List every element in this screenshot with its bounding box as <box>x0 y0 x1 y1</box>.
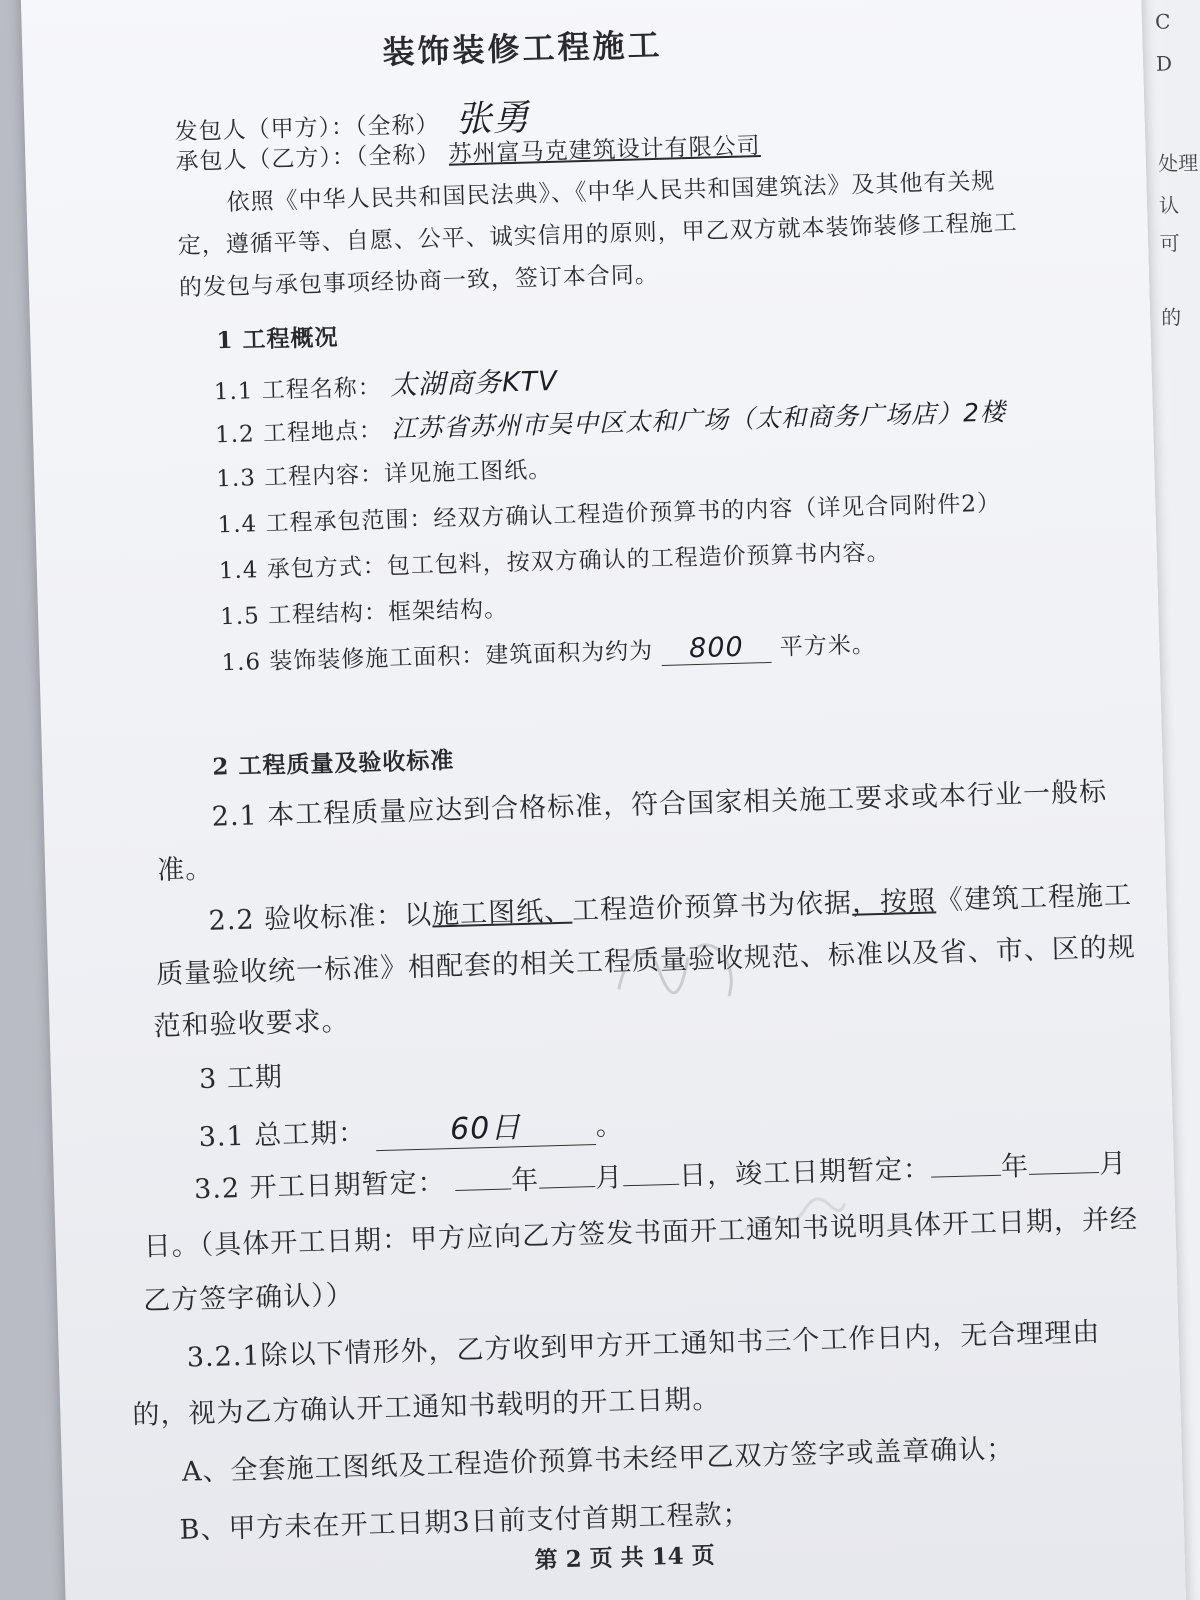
blank-field <box>455 1160 512 1191</box>
clause-3-2-cont: 乙方签字确认）） <box>142 1279 355 1317</box>
underlined-text: 施工图纸、 <box>431 895 573 931</box>
clause-label: 3.1 总工期： <box>198 1117 367 1154</box>
year-label: 年 <box>510 1164 540 1197</box>
item-label: 1.1 工程名称： <box>213 374 383 406</box>
item-1-6 <box>221 626 876 678</box>
item-label: 1.6 装饰装修施工面积： <box>221 642 486 677</box>
back-page-char: 处理 <box>1157 150 1199 176</box>
month-label: 月 <box>594 1162 624 1195</box>
clause-2-2-cont: 质量验收统一标准》相配套的相关工程质量验收规范、标准以及省、市、区的规 <box>155 931 1137 991</box>
back-page-char: C <box>1154 9 1171 34</box>
area-unit: 平方米。 <box>779 632 877 661</box>
document-title: 装饰装修工程施工 <box>381 25 663 72</box>
back-page-char: 的 <box>1161 305 1182 330</box>
condition-b: B、甲方未在开工日期3日前支付首期工程款； <box>179 1498 751 1546</box>
blank-field <box>930 1147 1001 1178</box>
back-page-char: 认 <box>1158 193 1180 218</box>
item-1-4b <box>218 534 891 586</box>
intro-line: 的发包与承包事项经协商一致，签订本合同。 <box>178 261 660 302</box>
item-value: 经双方确认工程造价预算书的内容（详见合同附件2） <box>433 490 1002 533</box>
clause-text: 工程造价预算书为依据 <box>571 887 853 927</box>
clause-3-2-1-cont: 的，视为乙方确认开工通知书载明的开工日期。 <box>132 1383 721 1432</box>
back-page-char: D <box>1155 51 1173 76</box>
item-1-1 <box>213 359 558 408</box>
item-label: 1.4 承包方式： <box>218 553 388 585</box>
back-page-char: 可 <box>1159 231 1180 256</box>
handwritten-project-location: 江苏省苏州市吴中区太和广场（太和商务广场店）2楼 <box>390 397 1007 444</box>
item-1-3 <box>216 451 553 493</box>
handwritten-project-name: 太湖商务KTV <box>389 365 559 402</box>
item-value: 建筑面积为约为 <box>484 638 654 669</box>
clause-2-2-cont: 范和验收要求。 <box>153 1005 350 1043</box>
section-2-heading: 2 工程质量及验收标准 <box>212 746 455 781</box>
clause-2-1-cont: 准。 <box>156 853 214 887</box>
clause-3-2-1: 3.2.1除以下情形外，乙方收到甲方开工通知书三个工作日内，无合理理由 <box>186 1317 1101 1374</box>
clause-label: 3.2 开工日期暂定： <box>193 1167 447 1206</box>
blank-field <box>1028 1144 1099 1175</box>
party-b-label: 承包人（乙方）：（全称） <box>175 141 441 176</box>
condition-a: A、全套施工图纸及工程造价预算书未经甲乙双方签字或盖章确认； <box>181 1433 1015 1488</box>
item-value: 框架结构。 <box>387 596 509 626</box>
day-label: 日 <box>678 1159 708 1192</box>
item-label: 1.2 工程地点： <box>214 417 384 449</box>
year-label: 年 <box>1000 1150 1030 1183</box>
item-1-5 <box>220 590 509 631</box>
month-label: 月 <box>1098 1148 1128 1180</box>
intro-line: 依照《中华人民共和国民法典》、《中华人民共和国建筑法》及其他有关规 <box>226 168 996 216</box>
clause-text: 2.2 验收标准：以 <box>208 899 433 937</box>
item-1-4a <box>217 484 1001 539</box>
party-a-label: 发包人（甲方）：（全称） <box>174 111 440 146</box>
clause-end: 。 <box>595 1110 625 1143</box>
contract-page <box>20 0 1188 1600</box>
blank-field <box>623 1156 680 1187</box>
item-label: 1.3 工程内容： <box>215 461 385 493</box>
intro-line: 定，遵循平等、自愿、公平、诚实信用的原则，甲乙双方就本装饰装修工程施工 <box>177 209 1018 260</box>
clause-3-1 <box>198 1099 624 1156</box>
item-value: 包工包料，按双方确认的工程造价预算书内容。 <box>386 539 891 580</box>
blank-field <box>539 1158 596 1189</box>
section-3-heading: 3 工期 <box>198 1061 284 1096</box>
show-through-signature <box>607 925 759 1019</box>
clause-text: ，竣工日期暂定： <box>706 1153 932 1191</box>
item-value: 详见施工图纸。 <box>383 456 553 488</box>
item-label: 1.5 工程结构： <box>219 599 389 631</box>
show-through-mark <box>734 1188 856 1251</box>
duration-fill-field: 60日 <box>375 1100 596 1151</box>
section-1-heading: 1 工程概况 <box>216 323 339 355</box>
party-b-name: 苏州富马克建筑设计有限公司 <box>448 133 761 168</box>
clause-3-2-cont: 日。（具体开工日期：甲方应向乙方签发书面开工通知书说明具体开工日期，并经 <box>143 1203 1139 1263</box>
clause-2-1: 2.1 本工程质量应达到合格标准，符合国家相关施工要求或本行业一般标 <box>211 776 1108 833</box>
clause-text: 《建筑工程施工 <box>935 879 1133 917</box>
party-a-signature: 张勇 <box>455 97 531 141</box>
underlined-text: ，按照 <box>851 885 937 919</box>
page-number: 第 2 页 共 14 页 <box>534 1541 716 1574</box>
area-fill-field: 800 <box>661 631 772 666</box>
item-label: 1.4 工程承包范围： <box>217 506 434 539</box>
